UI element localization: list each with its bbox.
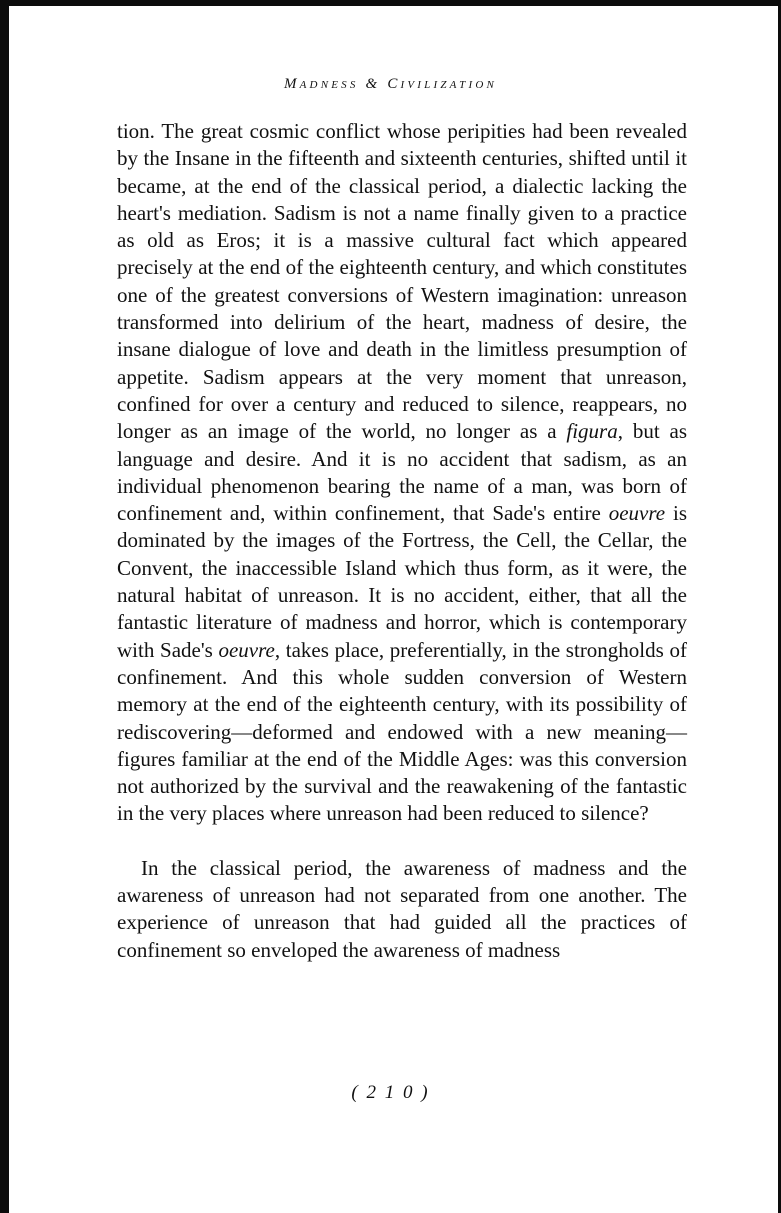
text-run: tion. The great cosmic conflict whose peripities had been revealed by the Insane in the fifteenth and sixteenth centuries, shifted until it became, at the end of the classical period, a dialectic lacking the heart's mediation. Sadism is not a name finally given to a practice as old as Eros; it is a massive cultural fact which appeared precisely at the end of the eighteenth century, and which constitutes one of the greatest conversions of Western imagination: unreason transformed into delirium of the heart, madness of desire, the insane dialogue of love and death in the limitless presumption of appetite. Sadism appears at the very moment that unreason, confined for over a century and reduced to silence, reappears, no longer as an image of the world, no longer as a	[117, 119, 687, 444]
running-head: Madness & Civilization	[283, 76, 498, 92]
text-run: In the classical period, the awareness of madness and the awareness of unreason had not separated from one another. The experience of unreason that had guided all the practices of confinement so enveloped the awareness of madness	[117, 855, 687, 962]
text-run: , but as language and desire. And it is no accident that sadism, as an individual phenomenon bearing the name of a man, was born of confinement and, within confinement, that Sade's entire	[117, 419, 687, 526]
italic-term: figura	[566, 419, 618, 444]
italic-term: oeuvre	[608, 501, 666, 526]
page-number: ( 2 1 0 )	[351, 1082, 430, 1103]
body-text	[117, 118, 687, 964]
scan-edge-top	[0, 0, 781, 6]
scan-edge-left	[0, 0, 9, 1213]
text-run: is dominated by the images of the Fortress, the Cell, the Cellar, the Convent, the inaccessible Island which thus form, as it were, the natural habitat of unreason. It is no accident, either, that all the fantastic literature of madness and horror, which is contemporary with Sade's	[117, 501, 687, 662]
italic-term: oeuvre	[218, 637, 275, 662]
paragraph-2	[117, 855, 687, 964]
text-run: , takes place, preferentially, in the strongholds of confinement. And this whole sudden conversion of Western memory at the end of the eighteenth century, with its possibility of rediscovering—deformed and endowed with a new meaning—figures familiar at the end of the Middle Ages: was this conversion not authorized by the survival and the reawakening of the fantastic in the very places where unreason had been reduced to silence?	[117, 637, 687, 826]
paragraph-1	[117, 118, 687, 828]
